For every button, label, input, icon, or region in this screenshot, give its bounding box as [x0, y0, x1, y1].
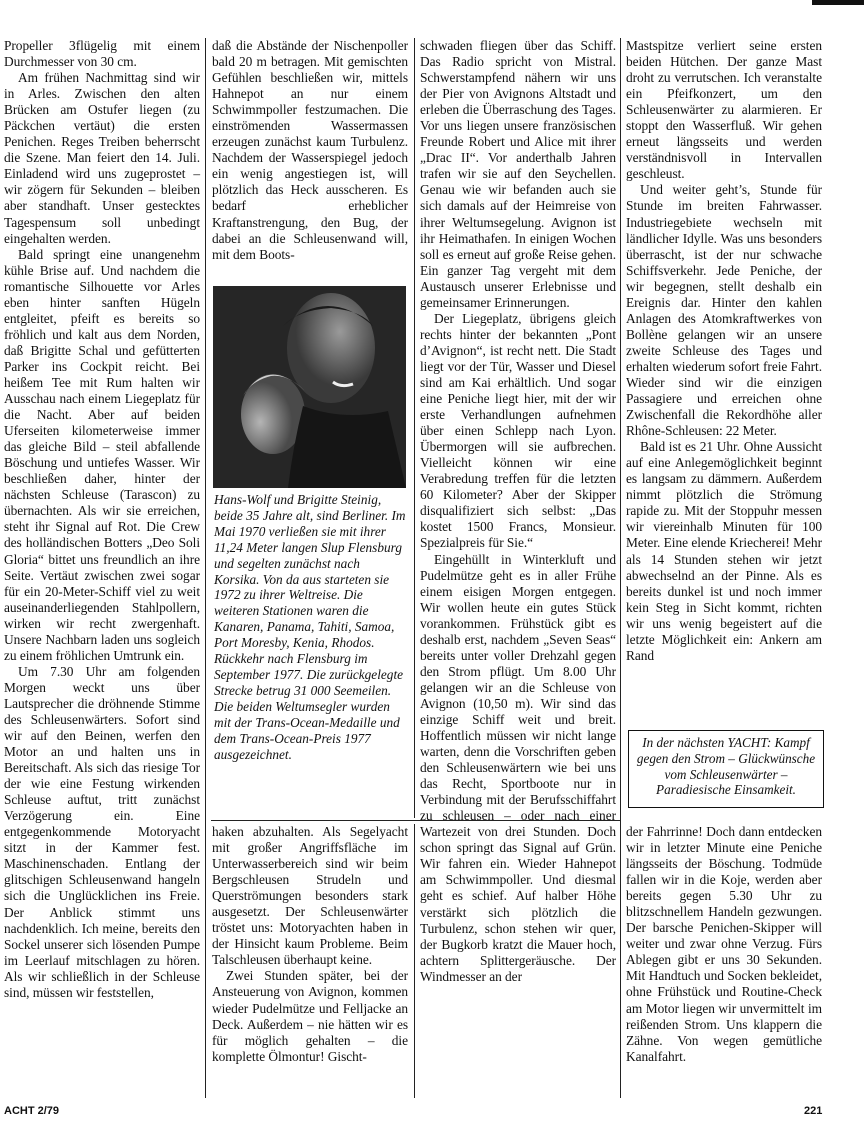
next-issue-teaser: In der nächsten YACHT: Kampf gegen den Strom – Glückwünsche vom Schleusenwärter – Paradiesische Einsamkeit. [628, 730, 824, 808]
portrait-photo [213, 286, 406, 488]
photo-caption: Hans-Wolf und Brigitte Steinig, beide 35 Jahre alt, sind Berliner. Im Mai 1970 verließen sie mit ihrer 11,24 Meter langen Slup Flensburg und segelten zunächst nach Korsika. Von da aus starteten sie 1972 zu ihrer Weltreise. Die weiteren Stationen waren die Kanaren, Panama, Tahiti, Samoa, Port Moresby, Kenia, Rhodos. Rückkehr nach Flensburg im September 1977. Die zurückgelegte Strecke betrug 31 000 Seemeilen. Die beiden Weltumsegler wurden mit der Trans-Ocean-Medaille und dem Trans-Ocean-Preis 1977 ausgezeichnet. [214, 492, 406, 762]
magazine-issue: ACHT 2/79 [4, 1105, 60, 1117]
paragraph: daß die Abstände der Nischenpoller bald 20 m betragen. Mit gemischten Gefühlen beschließen wir, mittels Hahnepot an nur einem Schwimmpoller festzumachen. Die einströmenden Wassermassen erzeugen zunächst kaum Turbulenz. Nachdem der Wasserspiegel jedoch ein wenig angestiegen ist, will plötzlich das Heck ausscheren. Es bedarf erheblicher Kraftanstrengung, den Bug, der dabei an die Schleusenwand will, mit dem Boots- [212, 38, 408, 262]
column-1 [4, 38, 200, 1001]
paragraph: Der Liegeplatz, übrigens gleich rechts hinter der bekannten „Pont d’Avignon“, ist recht nett. Die Stadt liegt vor der Tür, Wasser und Diesel sind am Kai erhältlich. Und sogar eine Peniche liegt hier, mit der wir erste Verhandlungen aufnehmen über einen Schlepp nach Lyon. Übermorgen will sie aufbrechen. Vielleicht können wir eine Verabredung treffen für die letzten 60 Kilometer? Aber der Skipper disqualifiziert sich selbst: „Das kostet 1500 Francs, Monsieur. Spezialpreis für Sie.“ [420, 310, 616, 551]
photo-image [213, 286, 406, 488]
paragraph: Propeller 3flügelig mit einem Durchmesser von 30 cm. [4, 38, 200, 70]
column-4-top [626, 38, 822, 664]
paragraph: Bald springt eine unangenehm kühle Brise auf. Und nachdem die romantische Silhouette vor Arles eben hinter sanften Hügeln entgleitet, pfeift es bereits so fröhlich und kalt aus dem Norden, daß Brigitte Schal und gefütterten Parker ins Cockpit reicht. Bei heißem Tee mit Rum halten wir Ausschau nach einem Liegeplatz für die Nacht. Aber auf beiden Uferseiten kilometerweise immer das gleiche Bild – steil abfallende Böschung und untiefes Wasser. Wir beschließen daher, hinter der nächsten Schleuse (Tarascon) zu übernachten. Als wir sie erreichen, steht ihr Signal auf Rot. Die Crew des holländischen Botters „Deo Soli Gloria“ bittet uns freundlich an ihre Seite. Vertäut zwischen zwei sogar für ein 20-Meter-Schiff viel zu weit auseinanderliegenden Stahlpollern, wirken wir recht zwergenhaft. Unsere Nachbarn laden uns sogleich zu einem fröhlichen Umtrunk ein. [4, 246, 200, 663]
column-divider [620, 38, 621, 1098]
paragraph: haken abzuhalten. Als Segelyacht mit großer Angriffsfläche im Unterwasserbereich sind wir beim Bergschleusen Strudeln und Querströmungen besonders stark ausgesetzt. Der Schleusenwärter tröstet uns: Motoryachten haben in der Hinsicht kaum Probleme. Beim Talschleusen überhaupt keine. [212, 824, 408, 968]
paragraph: schwaden fliegen über das Schiff. Das Radio spricht von Mistral. Schwerstampfend nähern wir uns der Pier von Avignons Altstadt und erleben die Überraschung des Tages. Vor uns liegen unsere französischen Freunde Robert und Alice mit ihrer „Drac II“. Vor anderthalb Jahren trafen wir sie auf den Seychellen. Genau wie wir befanden auch sie sich damals auf der Heimreise von ihrer Weltumsegelung. Avignon ist ihr Heimathafen. In einigen Wochen soll es erneut auf große Reise gehen. Ein ganzer Tag vergeht mit dem Austausch unserer Erlebnisse und gemeinsamer Erinnerungen. [420, 38, 616, 310]
paragraph: der Fahrrinne! Doch dann entdecken wir in letzter Minute eine Peniche längsseits der Böschung. Todmüde fallen wir in die Koje, werden aber bereits gegen 5.30 Uhr zu blitzschnellem Handeln gezwungen. Der barsche Penichen-Skipper will weiter und zwar ohne Verzug. Fürs Ablegen gibt er uns 30 Sekunden. Mit Handtuch und Socken bekleidet, ohne Frühstück und Routine-Check am Motor liegen wir unvermittelt im reißenden Strom. Uns klappern die Zähne. Von wegen gemütliche Kanalfahrt. [626, 824, 822, 1064]
column-2-top [212, 38, 408, 263]
paragraph: Zwei Stunden später, bei der Ansteuerung von Avignon, kommen wieder Pudelmütze und Felljacke an Deck. Außerdem – nie hätten wir es für möglich gehalten – die komplette Ölmontur! Gischt- [212, 968, 408, 1064]
paragraph: Bald ist es 21 Uhr. Ohne Aussicht auf eine Anlegemöglichkeit beginnt es langsam zu dämmern. Außerdem nimmt plötzlich die Strömung rapide zu. Mit der Stoppuhr messen wir viereinhalb Minuten für 100 Meter. Eine elende Kriecherei! Mehr als 14 Stunden stehen wir jetzt abwechselnd an der Pinne. Als es bereits dunkel ist und noch immer kein Steg in Sicht kommt, richten wir uns wenig begeistert auf die letzte Möglichkeit ein: Ankern am Rand [626, 439, 822, 663]
column-divider [205, 38, 206, 1098]
page-number: 221 [804, 1105, 823, 1117]
paragraph: Eingehüllt in Winterkluft und Pudelmütze geht es in aller Frühe einem eisigen Morgen entgegen. Wir wollen heute ein gutes Stück vorankommen. Frühstück gibt es deshalb erst, nachdem „Seven Seas“ bereits unter voller Drehzahl gegen den Strom pflügt. Um 8.00 Uhr gelangen wir an die Schleuse von Avignon (10,50 m). Wir sind das einzige Schiff weit und breit. Hoffentlich müssen wir nicht lange warten, denn die Vorschriften geben den Schleusenwärtern wie bei uns das Recht, Sportboote nur in Verbindung mit der Berufsschiffahrt zu schleusen – oder nach einer Wartezeit von drei Stunden. Doch schon springt das Signal auf Grün. Wir fahren ein. Wieder Hahnepot am Schwimmpoller. Und diesmal geht es schief. Auf halber Höhe verstärkt sich plötzlich die Turbulenz, schon stehen wir quer, der Bugkorb kratzt die Mauer hoch, achtern Splittergeräusche. Der Windmesser an der [420, 551, 616, 984]
column-3 [420, 38, 616, 985]
paragraph: Und weiter geht’s, Stunde für Stunde im breiten Fahrwasser. Industriegebiete wechseln mit ländlicher Idylle. Was uns besonders überrascht, ist der nur schwache Schiffsverkehr. Jede Peniche, der wir begegnen, stellt deshalb ein Ereignis dar. Hinter den kahlen Anlagen des Atomkraftwerkes von Bollène gelangen wir an unsere zweite Schleuse des Tages und erhalten wiederum sofort freie Fahrt. Wieder sind wir die einzigen Passagiere und erreichen ohne Zwischenfall die Rekordhöhe aller Rhône-Schleusen: 22 Meter. [626, 182, 822, 439]
paragraph: Mastspitze verliert seine ersten beiden Hütchen. Der ganze Mast droht zu verrutschen. Ich veranstalte ein Pfeifkonzert, um den Schleusenwärter zu alarmieren. Er stoppt den Wasserfluß. Wir gehen erneut längsseits und werden verständnisvoll in Intervallen geschleust. [626, 38, 822, 182]
column-divider [414, 824, 415, 1098]
corner-mark [812, 0, 864, 5]
column-4-bottom [626, 824, 822, 1065]
column-2-bottom [212, 824, 408, 1065]
paragraph: Am frühen Nachmittag sind wir in Arles. Zwischen den alten Brücken am Ostufer liegen (zu Päckchen vertäut) die ersten Penichen. Reges Treiben beherrscht die Szene. Man feiert den 14. Juli. Einladend wird uns zugeprostet – wir zögern für Sekunden – bleiben aber standhaft. Unser gestecktes Tagespensum soll unbedingt eingehalten werden. [4, 70, 200, 246]
paragraph: Um 7.30 Uhr am folgenden Morgen weckt uns über Lautsprecher die dröhnende Stimme des Schleusenwärters. Sofort sind wir auf den Beinen, werfen den Motor an und halten uns in Bereitschaft. Als sich das riesige Tor der wie eine Festung wirkenden Schleuse auftut, tritt zunächst Verzögerung ein. Eine entgegenkommende Motoryacht sitzt in der Kammer fest. Maschinenschaden. Entlang der glitschigen Schleusenwand hangeln sich die Unglücklichen ins Freie. Der Anblick stimmt uns nachdenklich. Ich meine, bereits den Sockel unserer sich lösenden Pumpe im Leerlauf mitschlagen zu hören. Als wir schließlich in der Schleuse sind, müssen wir feststellen, [4, 663, 200, 1000]
column-divider [414, 38, 415, 818]
